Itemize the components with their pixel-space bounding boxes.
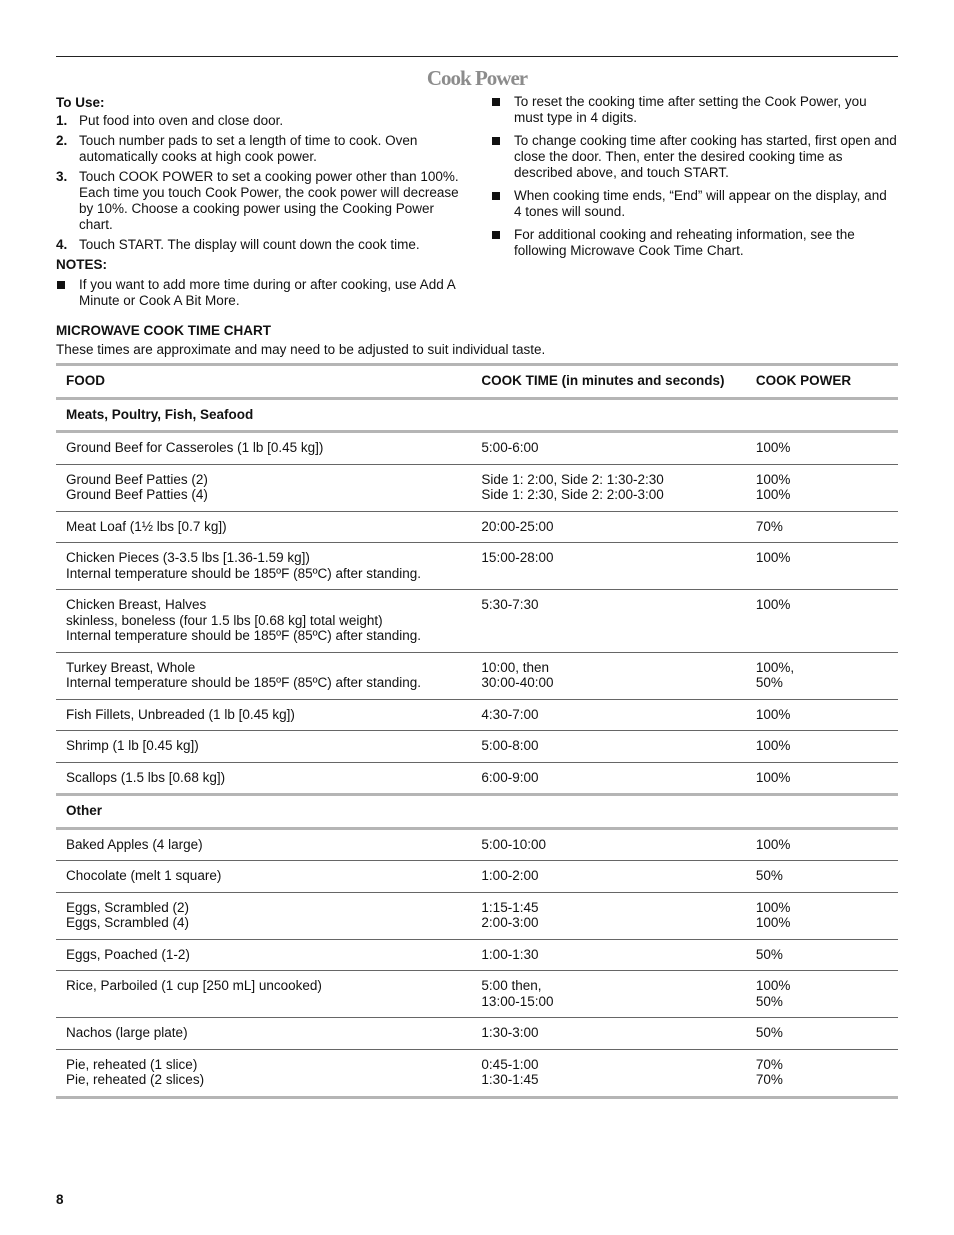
table-row xyxy=(56,861,898,893)
step-number: 2. xyxy=(56,133,68,148)
right-column xyxy=(491,94,897,266)
cook-power-cell: 100% 100% xyxy=(746,892,898,939)
table-row xyxy=(56,939,898,971)
cook-power-cell: 70% 70% xyxy=(755,1056,783,1087)
cook-time-chart xyxy=(56,363,898,1099)
step-number: 4. xyxy=(56,237,68,252)
column-header-cook-time: COOK TIME (in minutes and seconds) xyxy=(471,365,745,399)
step-text: Put food into oven and close door. xyxy=(79,113,284,128)
cook-power-cell: 100% xyxy=(746,699,898,731)
cook-time-cell: 5:30-7:30 xyxy=(471,590,745,653)
cook-power-cell: 50% xyxy=(746,1018,898,1050)
cook-time-cell: 10:00, then 30:00-40:00 xyxy=(471,652,745,699)
food-cell: Pie, reheated (1 slice) Pie, reheated (2 slices) xyxy=(66,1056,205,1087)
table-row xyxy=(56,699,898,731)
to-use-label: To Use: xyxy=(56,95,105,110)
food-cell: Scallops (1.5 lbs [0.68 kg]) xyxy=(56,762,471,795)
cook-power-cell: 70% xyxy=(746,511,898,543)
cook-time-cell: 5:00-10:00 xyxy=(471,828,745,861)
food-cell: Fish Fillets, Unbreaded (1 lb [0.45 kg]) xyxy=(56,699,471,731)
category-label: Meats, Poultry, Fish, Seafood xyxy=(56,398,898,432)
food-cell: Shrimp (1 lb [0.45 kg]) xyxy=(56,731,471,763)
step-number: 3. xyxy=(56,169,68,184)
cook-power-cell: 100%, 50% xyxy=(746,652,898,699)
cook-time-cell: 20:00-25:00 xyxy=(471,511,745,543)
cook-power-cell: 100% xyxy=(746,543,898,590)
note-text: To reset the cooking time after setting the Cook Power, you must type in 4 digits. xyxy=(514,94,867,125)
food-cell: Baked Apples (4 large) xyxy=(56,828,471,861)
cook-power-cell: 100% xyxy=(746,828,898,861)
table-row xyxy=(56,432,898,465)
step-text: Touch number pads to set a length of time to cook. Oven automatically cooks at high cook power. xyxy=(79,133,418,164)
cook-power-cell: 100% 100% xyxy=(746,464,898,511)
cook-time-cell: 1:30-3:00 xyxy=(471,1018,745,1050)
step-text: Touch START. The display will count down the cook time. xyxy=(79,237,420,252)
square-bullet-icon xyxy=(492,137,500,145)
cook-power-cell: 100% xyxy=(746,762,898,795)
cook-power-cell: 50% xyxy=(746,939,898,971)
cook-time-cell: 6:00-9:00 xyxy=(471,762,745,795)
column-header-food: FOOD xyxy=(56,365,471,399)
chart-body xyxy=(56,398,898,1097)
table-row xyxy=(56,1018,898,1050)
category-row xyxy=(56,795,898,829)
cook-time-cell: 15:00-28:00 xyxy=(471,543,745,590)
step-item xyxy=(56,113,466,129)
table-row xyxy=(56,892,898,939)
table-row xyxy=(56,1049,898,1097)
cook-power-cell: 100% xyxy=(746,432,898,465)
cook-power-cell: 100% xyxy=(746,590,898,653)
cook-power-cell: 100% xyxy=(746,731,898,763)
cook-time-cell: 5:00-8:00 xyxy=(471,731,745,763)
note-text: When cooking time ends, “End” will appear on the display, and 4 tones will sound. xyxy=(514,188,887,219)
step-number: 1. xyxy=(56,113,68,128)
table-row xyxy=(56,828,898,861)
square-bullet-icon xyxy=(57,281,65,289)
steps-list xyxy=(56,113,466,253)
chart-subheading: These times are approximate and may need to be adjusted to suit individual taste. xyxy=(56,342,546,357)
table-row xyxy=(56,652,898,699)
note-item xyxy=(491,227,897,259)
food-cell: Chicken Pieces (3-3.5 lbs [1.36-1.59 kg]) Internal temperature should be 185ºF (85ºC) after standing. xyxy=(56,543,471,590)
notes-list-right xyxy=(491,94,897,259)
cook-time-cell: 5:00 then, 13:00-15:00 xyxy=(471,971,745,1018)
table-row xyxy=(56,464,898,511)
food-cell: Meat Loaf (1½ lbs [0.7 kg]) xyxy=(56,511,471,543)
column-header-cook-power: COOK POWER xyxy=(746,365,898,399)
table-row xyxy=(56,762,898,795)
food-cell: Ground Beef Patties (2) Ground Beef Patties (4) xyxy=(56,464,471,511)
page-title: Cook Power xyxy=(426,66,528,90)
food-cell: Ground Beef for Casseroles (1 lb [0.45 kg]) xyxy=(56,432,471,465)
square-bullet-icon xyxy=(492,192,500,200)
notes-label: NOTES: xyxy=(56,257,108,272)
left-column xyxy=(56,94,466,316)
notes-list-left xyxy=(56,277,466,309)
table-row xyxy=(56,971,898,1018)
step-item xyxy=(56,133,466,165)
top-rule xyxy=(56,56,898,57)
cook-power-cell: 100% 50% xyxy=(746,971,898,1018)
food-cell: Chocolate (melt 1 square) xyxy=(56,861,471,893)
food-cell: Turkey Breast, Whole Internal temperature should be 185ºF (85ºC) after standing. xyxy=(56,652,471,699)
table-row xyxy=(56,590,898,653)
category-row xyxy=(56,398,898,432)
cook-time-cell: 1:00-1:30 xyxy=(471,939,745,971)
note-item xyxy=(56,277,466,309)
food-cell: Nachos (large plate) xyxy=(56,1018,471,1050)
note-text: To change cooking time after cooking has started, first open and close the door. Then, enter the desired cooking time as described above, and touch START. xyxy=(514,133,897,180)
note-item xyxy=(491,94,897,126)
cook-time-cell: 4:30-7:00 xyxy=(471,699,745,731)
step-text: Touch COOK POWER to set a cooking power other than 100%. Each time you touch Cook Power, the cook power will decrease by 10%. Choose a cooking power using the Cooking Power chart. xyxy=(79,169,459,232)
cook-time-cell: 1:15-1:45 2:00-3:00 xyxy=(471,892,745,939)
note-text: For additional cooking and reheating information, see the following Microwave Cook Time Chart. xyxy=(514,227,855,258)
food-cell: Eggs, Poached (1-2) xyxy=(56,939,471,971)
square-bullet-icon xyxy=(492,98,500,106)
table-row xyxy=(56,543,898,590)
table-row xyxy=(56,511,898,543)
category-label: Other xyxy=(56,795,898,829)
chart-header-row xyxy=(56,365,898,399)
square-bullet-icon xyxy=(492,231,500,239)
chart-heading: MICROWAVE COOK TIME CHART xyxy=(56,323,271,338)
step-item xyxy=(56,169,466,233)
note-item xyxy=(491,188,897,220)
table-row xyxy=(56,731,898,763)
note-item xyxy=(491,133,897,181)
step-item xyxy=(56,237,466,253)
note-text: If you want to add more time during or after cooking, use Add A Minute or Cook A Bit More. xyxy=(79,277,455,308)
cook-time-cell: 1:00-2:00 xyxy=(471,861,745,893)
food-cell: Rice, Parboiled (1 cup [250 mL] uncooked) xyxy=(56,971,471,1018)
cook-time-cell: 0:45-1:00 1:30-1:45 xyxy=(481,1056,539,1087)
food-cell: Chicken Breast, Halves skinless, boneless (four 1.5 lbs [0.68 kg] total weight) Internal temperature should be 185ºF (85ºC) after standing. xyxy=(56,590,471,653)
page-number: 8 xyxy=(56,1192,64,1207)
cook-time-cell: 5:00-6:00 xyxy=(471,432,745,465)
food-cell: Eggs, Scrambled (2) Eggs, Scrambled (4) xyxy=(56,892,471,939)
cook-power-cell: 50% xyxy=(746,861,898,893)
cook-time-cell: Side 1: 2:00, Side 2: 1:30-2:30 Side 1: 2:30, Side 2: 2:00-3:00 xyxy=(471,464,745,511)
